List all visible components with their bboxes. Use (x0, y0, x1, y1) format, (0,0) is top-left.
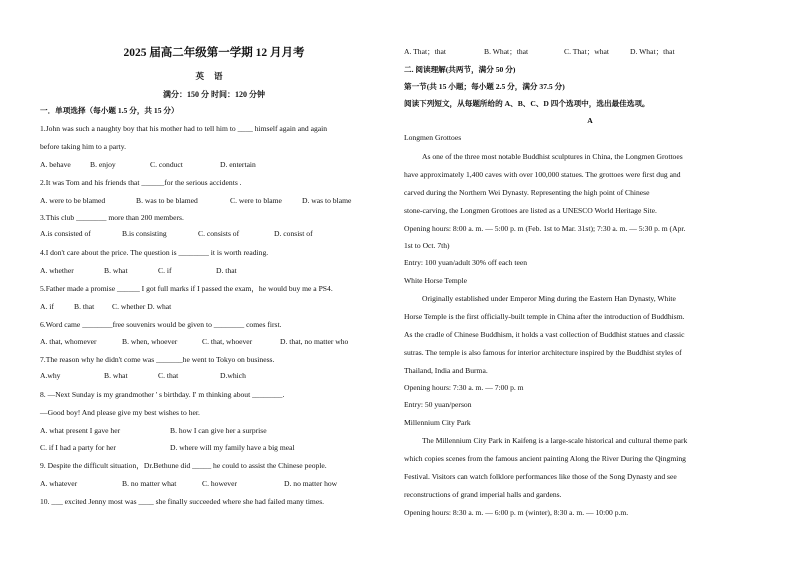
option: A. that, whomever (40, 337, 97, 346)
q7-text: 7.The reason why he didn't come was _______he went to Tokyo on business. (40, 355, 275, 364)
section2-heading: 二. 阅读理解(共两节，满分 50 分) (404, 65, 516, 74)
option: A. what present I gave her (40, 426, 121, 435)
option: B. what (104, 371, 128, 380)
option: D. where will my family have a big meal (170, 443, 295, 452)
option: A. behave (40, 160, 71, 169)
longmen-hours: Opening hours: 8:00 a. m. — 5:00 p. m (Feb. 1st to Mar. 31st); 7:30 a. m. — 5:30 p. m (Apr. (404, 224, 686, 233)
q2-text: 2.It was Tom and his friends that ______for the serious accidents . (40, 178, 242, 187)
whitehorse-line: sutras. The temple is also famous for interior architecture inspired by the Buddhist styles of (404, 348, 682, 357)
option: D.which (220, 371, 246, 380)
option: C. that, whoever (202, 337, 253, 346)
score-time-line: 满分：150 分 时间：120 分钟 (163, 90, 265, 99)
option: C. consists of (198, 229, 240, 238)
option: B. that (74, 302, 95, 311)
part1-heading: 第一节(共 15 小题；每小题 2.5 分，满分 37.5 分) (404, 82, 565, 91)
whitehorse-title: White Horse Temple (404, 276, 468, 285)
millennium-title: Millennium City Park (404, 418, 471, 427)
millennium-line: Festival. Visitors can watch folklore performances like those of the Song Dynasty and see (404, 472, 677, 481)
option: C. conduct (150, 160, 183, 169)
option: B. how I can give her a surprise (170, 426, 267, 435)
q9-text: 9. Despite the difficult situation，Dr.Bethune did _____ he could to assist the Chinese people. (40, 461, 327, 470)
longmen-title: Longmen Grottoes (404, 133, 462, 142)
option: B. no matter what (122, 479, 177, 488)
q1-line1: 1.John was such a naughty boy that his mother had to tell him to ____ himself again and again (40, 124, 328, 133)
option: D. that (216, 266, 237, 275)
option: C. however (202, 479, 238, 488)
millennium-line: reconstructions of grand imperial halls and gardens. (404, 490, 562, 499)
exam-title: 2025 届高二年级第一学期 12 月月考 (123, 47, 305, 59)
option: D. that, no matter who (280, 337, 349, 346)
option: A. were to be blamed (40, 196, 106, 205)
option: B. was to be blamed (136, 196, 198, 205)
millennium-hours: Opening hours: 8:30 a. m. — 6:00 p. m (winter), 8:30 a. m. — 10:00 p.m. (404, 508, 629, 517)
whitehorse-entry: Entry: 50 yuan/person (404, 400, 472, 409)
option: C. that (158, 371, 179, 380)
whitehorse-line: Thailand, India and Burma. (404, 366, 488, 375)
whitehorse-line: As the cradle of Chinese Buddhism, it holds a vast collection of Buddhist statues and classic (404, 330, 685, 339)
q5-text: 5.Father made a promise ______ I got full marks if I passed the exam，he would buy me a PS4. (40, 284, 333, 293)
option: B. what (104, 266, 128, 275)
whitehorse-hours: Opening hours: 7:30 a. m. — 7:00 p. m (404, 383, 524, 392)
whitehorse-line: Originally established under Emperor Ming during the Eastern Han Dynasty, White (422, 294, 676, 303)
option: D. no matter how (284, 479, 338, 488)
option: C. were to blame (230, 196, 282, 205)
longmen-line: carved during the Northern Wei Dynasty. Representing the high point of Chinese (404, 188, 650, 197)
q1-line2: before taking him to a party. (40, 142, 126, 151)
reading-instruction: 阅读下列短文，从每题所给的 A、B、C、D 四个选项中，选出最佳选项。 (404, 99, 650, 108)
q10-text: 10. ___ excited Jenny most was ____ she finally succeeded where she had failed many times. (40, 497, 325, 506)
longmen-line: stone-carving, the Longmen Grottoes are listed as a UNESCO World Heritage Site. (404, 206, 657, 215)
subject-label: 英语 (195, 71, 233, 81)
millennium-line: The Millennium City Park in Kaifeng is a large-scale historical and cultural theme park (422, 436, 688, 445)
passage-letter: A (587, 116, 593, 125)
option: A. That；that (404, 47, 447, 56)
q8-line1: 8. —Next Sunday is my grandmother ' s birthday. I' m thinking about ________. (40, 390, 285, 399)
option: A.why (40, 371, 61, 380)
option: D. was to blame (302, 196, 352, 205)
longmen-hours-cont: 1st to Oct. 7th) (404, 241, 450, 250)
option: B. enjoy (90, 160, 116, 169)
option: A. if (40, 302, 54, 311)
option: A. whether (40, 266, 74, 275)
option: A.is consisted of (40, 229, 91, 238)
q8-line2: —Good boy! And please give my best wishes to her. (40, 408, 200, 417)
q6-text: 6.Word came ________free souvenirs would be given to ________ comes first. (40, 320, 282, 329)
option: C. That；what (564, 47, 609, 56)
option: D. What；that (630, 47, 675, 56)
option: C. whether D. what (112, 302, 172, 311)
millennium-line: which copies scenes from the famous ancient painting Along the River During the Qingming (404, 454, 686, 463)
longmen-line: As one of the three most notable Buddhist sculptures in China, the Longmen Grottoes (422, 152, 683, 161)
option: C. if (158, 266, 172, 275)
option: A. whatever (40, 479, 78, 488)
option: B. What；that (484, 47, 529, 56)
q4-text: 4.I don't care about the price. The question is ________ it is worth reading. (40, 248, 269, 257)
section1-heading: 一．单项选择（每小题 1.5 分，共 15 分） (40, 106, 179, 115)
option: D. entertain (220, 160, 256, 169)
longmen-line: have approximately 1,400 caves with over 100,000 statues. The grottoes were first dug and (404, 170, 681, 179)
longmen-entry: Entry: 100 yuan/adult 30% off each teen (404, 258, 528, 267)
q3-text: 3.This club ________ more than 200 members. (40, 213, 184, 222)
option: B.is consisting (122, 229, 167, 238)
option: C. if I had a party for her (40, 443, 116, 452)
option: B. when, whoever (122, 337, 178, 346)
option: D. consist of (274, 229, 313, 238)
whitehorse-line: Horse Temple is the first officially-built temple in China after the introduction of Buddhism. (404, 312, 685, 321)
